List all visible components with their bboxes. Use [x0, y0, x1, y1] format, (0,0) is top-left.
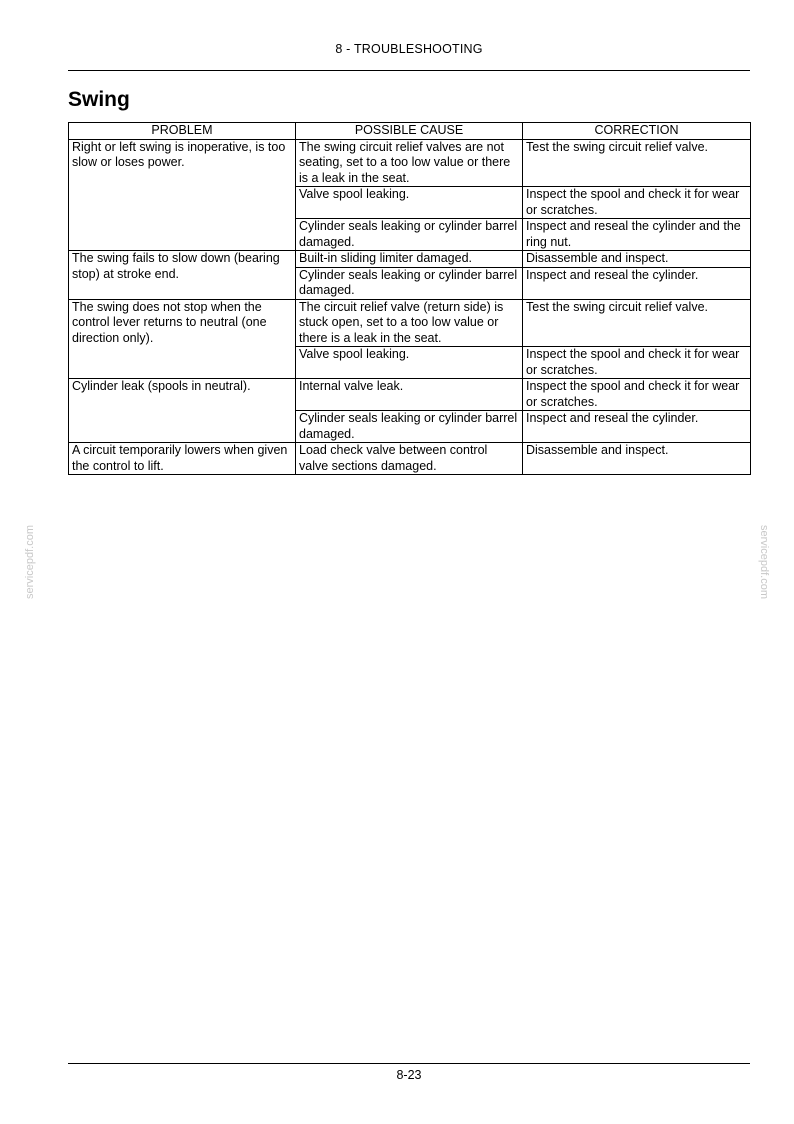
- correction-cell: Inspect the spool and check it for wear or scratches.: [523, 187, 751, 219]
- cause-cell: Built-in sliding limiter damaged.: [296, 251, 523, 268]
- correction-cell: Test the swing circuit relief valve.: [523, 299, 751, 347]
- cause-cell: Internal valve leak.: [296, 379, 523, 411]
- correction-cell: Disassemble and inspect.: [523, 443, 751, 475]
- table-header-row: [69, 123, 751, 140]
- correction-cell: Inspect the spool and check it for wear or scratches.: [523, 347, 751, 379]
- correction-cell: Inspect and reseal the cylinder.: [523, 411, 751, 443]
- table-row: [69, 139, 751, 187]
- problem-cell: The swing fails to slow down (bearing stop) at stroke end.: [69, 251, 296, 300]
- header-rule: [68, 70, 750, 71]
- cause-cell: Cylinder seals leaking or cylinder barrel damaged.: [296, 219, 523, 251]
- table-row: [69, 251, 751, 268]
- correction-cell: Inspect the spool and check it for wear or scratches.: [523, 379, 751, 411]
- column-header-problem: PROBLEM: [69, 123, 296, 140]
- watermark-left: servicepdf.com: [24, 525, 36, 599]
- page-title: Swing: [68, 88, 130, 111]
- cause-cell: The swing circuit relief valves are not seating, set to a too low value or there is a leak in the seat.: [296, 139, 523, 187]
- problem-cell: Right or left swing is inoperative, is too slow or loses power.: [69, 139, 296, 251]
- table-row: [69, 443, 751, 475]
- correction-cell: Inspect and reseal the cylinder.: [523, 267, 751, 299]
- cause-cell: The circuit relief valve (return side) is stuck open, set to a too low value or there is a leak in the seat.: [296, 299, 523, 347]
- cause-cell: Valve spool leaking.: [296, 187, 523, 219]
- correction-cell: Test the swing circuit relief valve.: [523, 139, 751, 187]
- table-row: [69, 299, 751, 347]
- footer-rule: [68, 1063, 750, 1064]
- page-number: 8-23: [396, 1068, 422, 1082]
- problem-cell: A circuit temporarily lowers when given the control to lift.: [69, 443, 296, 475]
- column-header-cause: POSSIBLE CAUSE: [296, 123, 523, 140]
- cause-cell: Cylinder seals leaking or cylinder barrel damaged.: [296, 267, 523, 299]
- cause-cell: Valve spool leaking.: [296, 347, 523, 379]
- cause-cell: Cylinder seals leaking or cylinder barrel damaged.: [296, 411, 523, 443]
- problem-cell: The swing does not stop when the control lever returns to neutral (one direction only).: [69, 299, 296, 379]
- troubleshooting-table: [68, 122, 751, 475]
- correction-cell: Inspect and reseal the cylinder and the ring nut.: [523, 219, 751, 251]
- watermark-right: servicepdf.com: [758, 525, 770, 599]
- correction-cell: Disassemble and inspect.: [523, 251, 751, 268]
- section-header: 8 - TROUBLESHOOTING: [335, 42, 483, 56]
- table-row: [69, 379, 751, 411]
- cause-cell: Load check valve between control valve sections damaged.: [296, 443, 523, 475]
- column-header-correction: CORRECTION: [523, 123, 751, 140]
- problem-cell: Cylinder leak (spools in neutral).: [69, 379, 296, 443]
